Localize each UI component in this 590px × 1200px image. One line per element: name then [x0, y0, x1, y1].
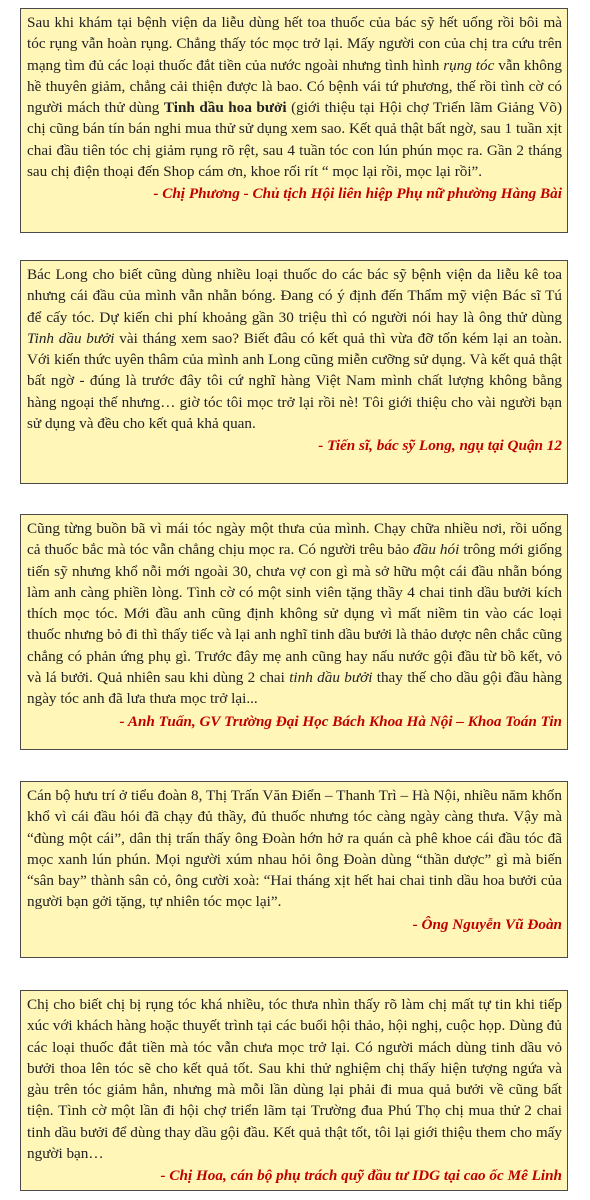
testimonial-author: - Anh Tuấn, GV Trường Đại Học Bách Khoa Hà Nội – Khoa Toán Tin	[119, 712, 562, 730]
testimonial-text	[27, 12, 562, 182]
text-segment: (giới thiệu tại Hội chợ Triển lãm Giảng Võ) chị cũng bán tín bán nghi mua thử sử dụng xem sao. Kết quả thật bất ngờ, sau 1 tuần xịt chai đầu tiên tóc chị giảm rụng rõ rệt, sau 4 tuần tóc con lún phún mọc ra. Gần 2 tháng sau chị điện thoại đến Shop cám ơn, khoe rối rít “ mọc lại rồi, mọc lại rồi”.	[27, 99, 562, 181]
testimonial-author: - Chị Phương - Chủ tịch Hội liên hiệp Phụ nữ phường Hàng Bài	[153, 185, 562, 203]
text-segment: vẫn không hề thuyên giảm, chẳng cải thiện được là bao. Có bệnh vái tứ phương, thế rồi tình cờ có người mách thử dùng	[27, 56, 562, 117]
text-segment: trông mới giống tiến sỹ nhưng khổ nỗi mới ngoài 30, chưa vợ con gì mà sở hữu một cái đầu nhẵn bóng làm anh càng phiền lòng. Tình cờ có một sinh viên tặng thầy 4 chai tinh dầu bưởi kích thích mọc tóc. Mới đầu anh cũng định không sử dụng vì mất niềm tin vào các loại thuốc nhưng bỏ đi thì thấy tiếc và lại anh nghĩ tinh dầu bưởi là thảo dược nên chắc cũng chẳng có phản ứng phụ gì. Trước đây mẹ anh cũng hay nấu nước gội đầu từ bồ kết, vỏ và lá bưởi. Quả nhiên sau khi dùng 2 chai	[27, 541, 562, 687]
text-segment: Cũng từng buồn bã vì mái tóc ngày một thưa của mình. Chạy chữa nhiều nơi, rồi uống cả thuốc bắc mà tóc vẫn chẳng chịu mọc ra. Có người trêu bảo	[27, 520, 562, 559]
testimonial-text	[27, 518, 562, 710]
text-segment-italic: đầu hói	[413, 541, 460, 559]
testimonial-card	[20, 514, 568, 750]
testimonial-text	[27, 264, 562, 434]
text-segment-bold: Tinh dầu hoa bưởi	[163, 99, 287, 117]
testimonial-text	[27, 785, 562, 913]
testimonial-card	[20, 260, 568, 484]
text-segment: Sau khi khám tại bệnh viện da liễu dùng hết toa thuốc của bác sỹ hết uống rồi bôi mà tóc rụng vẫn hoàn rụng. Chẳng thấy tóc mọc trở lại. Mấy người con của chị tra cứu trên mạng tìm đủ các loại thuốc đắt tiền của nước ngoài nhưng tình hình	[27, 14, 562, 74]
testimonial-text	[27, 994, 562, 1164]
text-segment-italic: Tinh dầu bưởi	[27, 329, 115, 347]
testimonial-card	[20, 990, 568, 1191]
testimonial-author: - Ông Nguyễn Vũ Đoàn	[412, 915, 562, 933]
text-segment-italic: rụng tóc	[443, 56, 495, 74]
text-segment: vài tháng xem sao? Biết đâu có kết quả thì vừa đỡ tốn kém lại an toàn. Với kiến thức uyên thâm của mình anh Long cũng miễn cưỡng sử dụng. Và kết quả thật bất ngờ - đúng là trước đây tôi cứ nghĩ hàng Việt Nam mình chất lượng không bằng hàng ngoại thế nhưng… giờ tóc tôi mọc trở lại rồi nè! Tôi giới thiệu cho vài người bạn sử dụng và đều cho kết quả khả quan.	[27, 329, 563, 433]
text-segment: thay thế cho dầu gội đầu hàng ngày tóc anh đã lưa thưa mọc trở lại...	[27, 669, 562, 708]
testimonial-card	[20, 781, 568, 958]
testimonial-author: - Chị Hoa, cán bộ phụ trách quỹ đầu tư IDG tại cao ốc Mê Linh	[160, 1167, 562, 1185]
text-segment: Chị cho biết chị bị rụng tóc khá nhiều, tóc thưa nhìn thấy rõ làm chị mất tự tin khi tiếp xúc với khách hàng hoặc thuyết trình tại các buổi hội thảo, hội nghị, cuộc họp. Dùng đủ các loại thuốc đắt tiền mà tóc vẫn chưa mọc trở lại. Có người mách dùng tinh dầu vỏ bưởi thoa lên tóc sẽ cho kết quả tốt. Sau khi thử nghiệm chị thấy hiện tượng ngứa và gàu trên tóc giảm hẳn, nhưng mà mỗi lần dùng lại phải đi mua quả bưởi về cũng bất tiện. Tình cờ một lần đi hội chợ triển lãm tại Trường đua Phú Thọ chị mua thử 2 chai tinh dầu bưởi để dùng thay dầu gội đầu. Kết quả thật tốt, tôi lại giới thiệu them cho mấy người bạn…	[27, 996, 562, 1163]
text-segment-italic: tinh dầu bưởi	[289, 669, 373, 687]
testimonial-author: - Tiến sĩ, bác sỹ Long, ngụ tại Quận 12	[318, 437, 562, 455]
text-segment: Bác Long cho biết cũng dùng nhiều loại thuốc do các bác sỹ bệnh viện da liễu kê toa nhưng cái đầu của mình vẫn nhẵn bóng. Đang có ý định đến Thẩm mỹ viện Bác sĩ Tú để cấy tóc. Dự kiến chi phí khoảng gần 30 triệu thì có người nói hay là ông thử dùng	[27, 266, 562, 326]
text-segment: Cán bộ hưu trí ở tiểu đoàn 8, Thị Trấn Văn Điển – Thanh Trì – Hà Nội, nhiều năm khốn khổ vì cái đầu hói đã chạy đủ thầy, đủ thuốc nhưng tóc càng ngày càng thưa. Vậy mà “đùng một cái”, dân thị trấn thấy ông Đoàn hớn hở ra quán cà phê khoe cái đầu tóc đã mọc xanh lún phún. Mọi người xúm nhau hỏi ông Đoàn dùng “thần dược” gì mà biến “sân bay” thành sân cỏ, ông cười xoà: “Hai tháng xịt hết hai chai tinh dầu hoa bưởi của người bạn gởi tặng, tự nhiên tóc mọc lại”.	[27, 787, 562, 911]
testimonial-card	[20, 8, 568, 233]
